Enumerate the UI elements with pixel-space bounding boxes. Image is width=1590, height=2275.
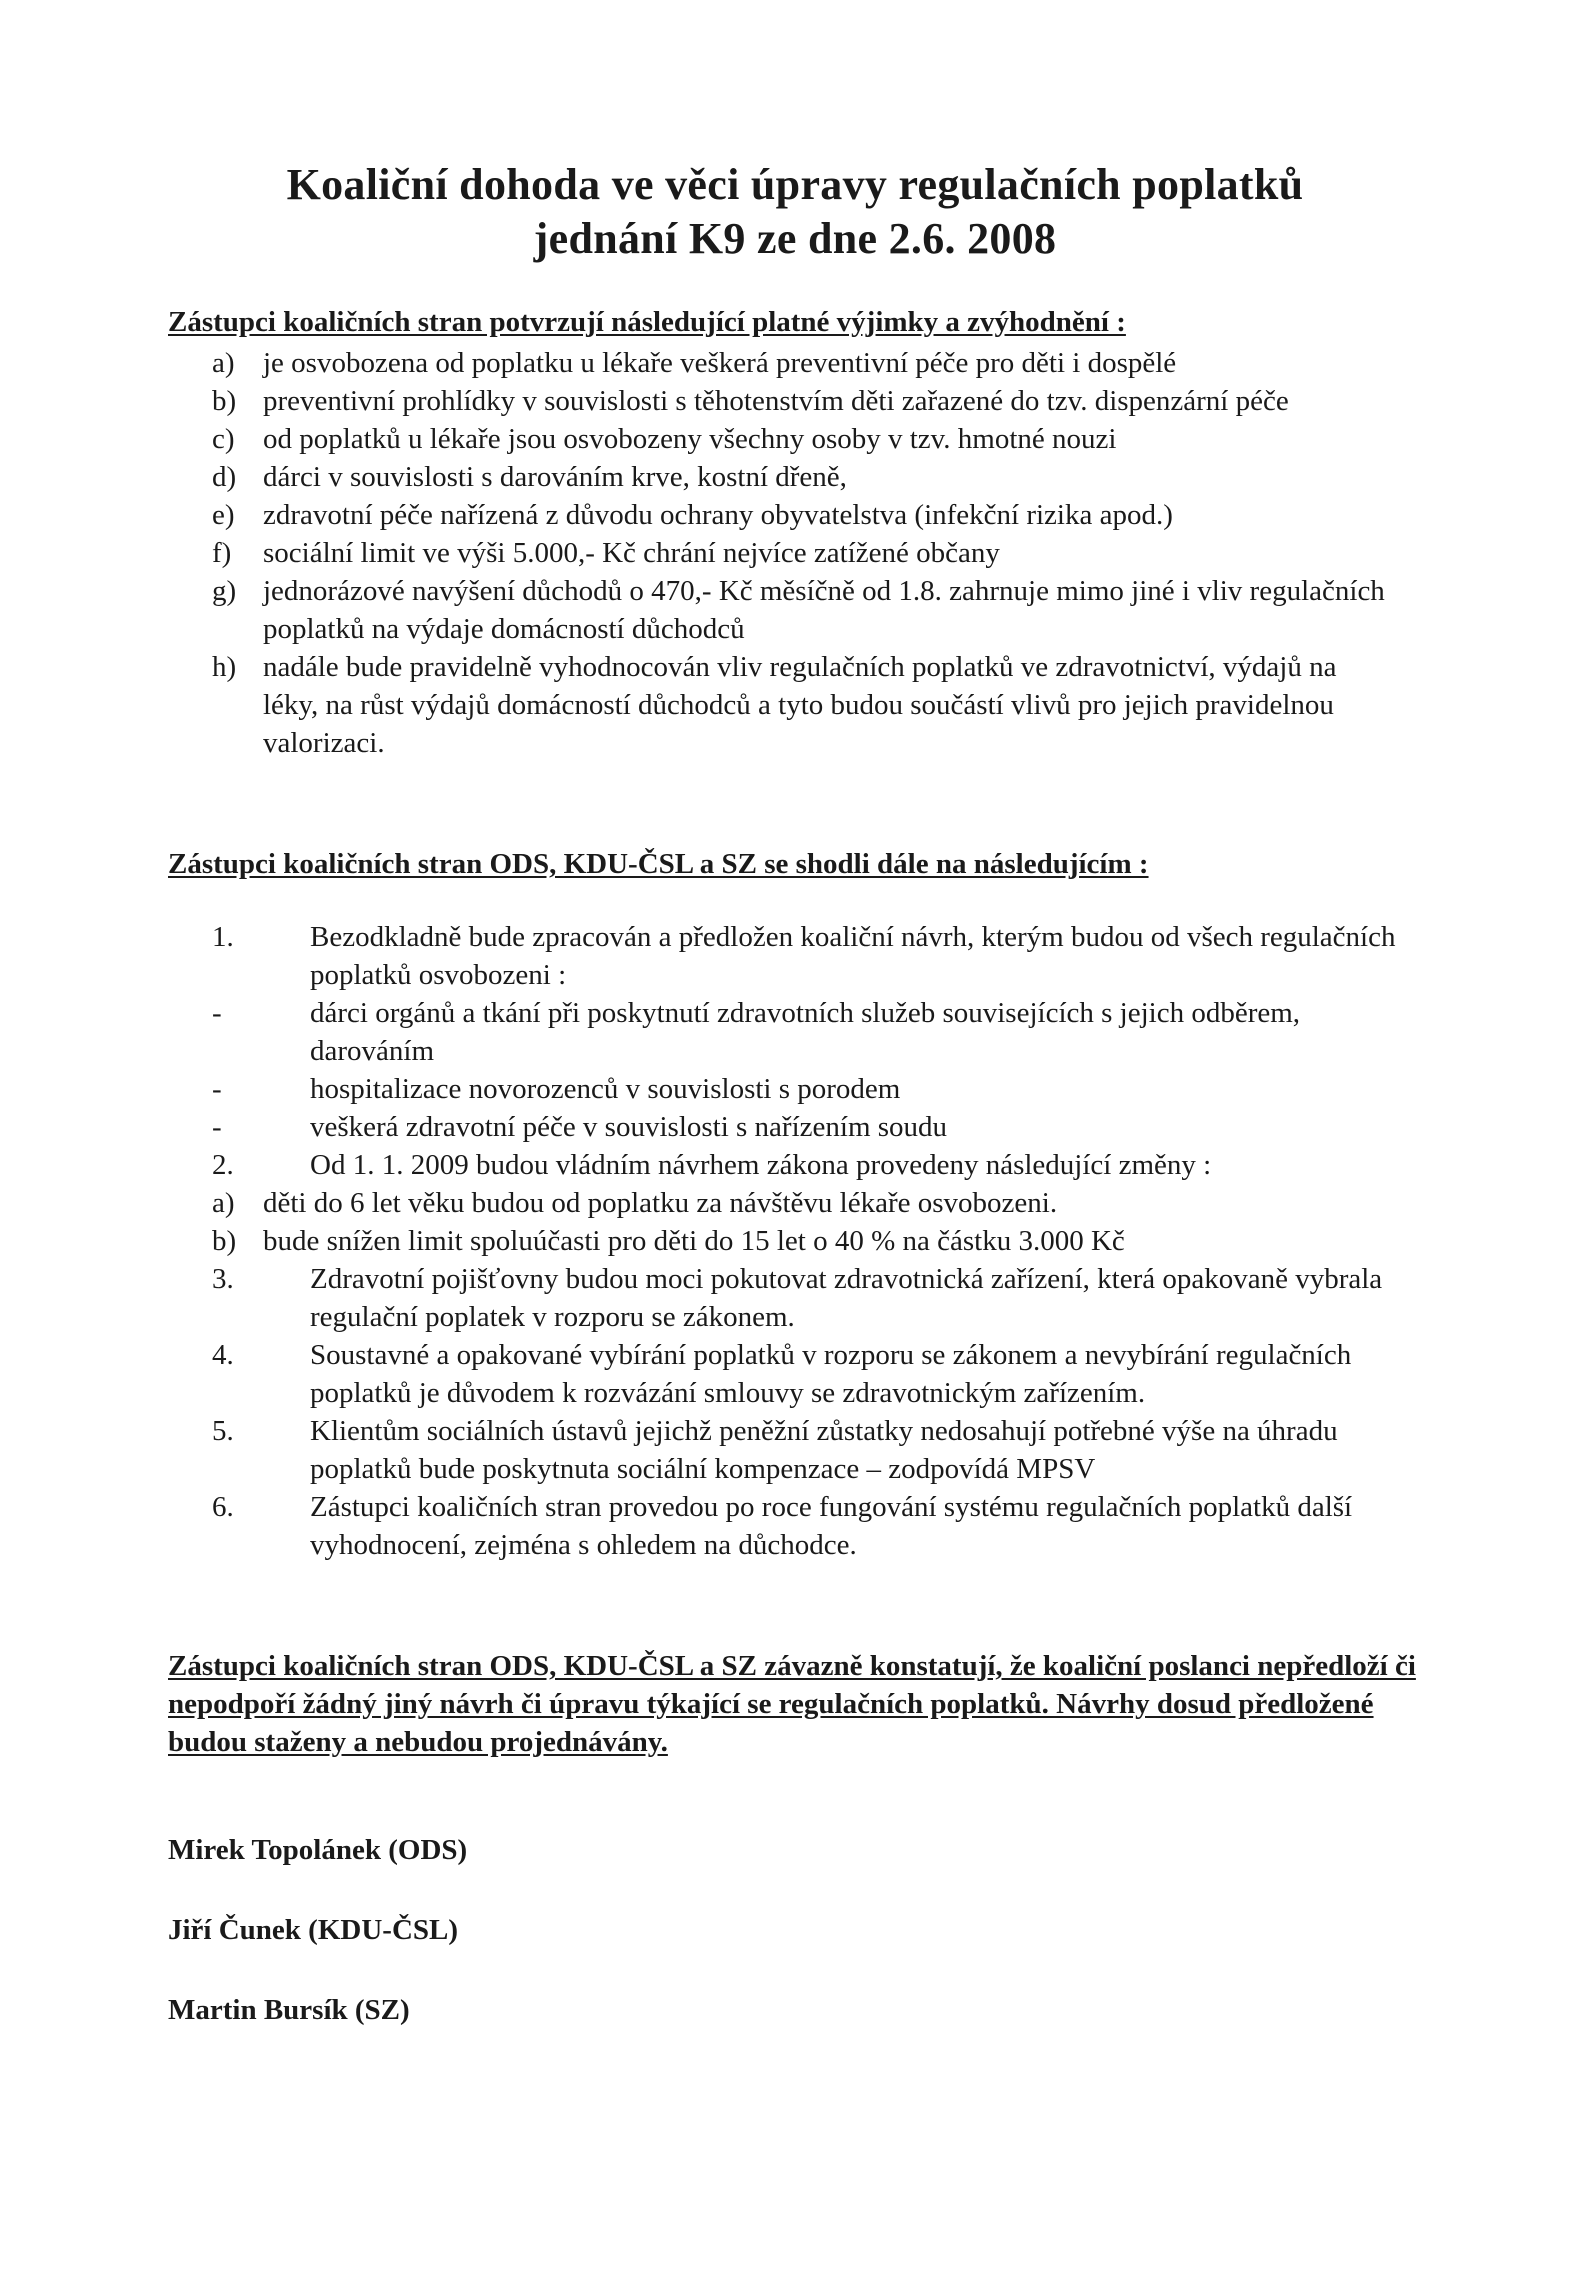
list-item-text: od poplatků u lékaře jsou osvobozeny všechny osoby v tzv. hmotné nouzi (263, 423, 1117, 455)
list-item (168, 1222, 1428, 1260)
list-item (168, 1184, 1428, 1222)
list-item (168, 1146, 1428, 1184)
list-item-text: Zdravotní pojišťovny budou moci pokutovat zdravotnická zařízení, která opakovaně vybrala regulační poplatek v rozporu se zákonem. (310, 1263, 1383, 1333)
list-item (168, 918, 1428, 994)
list-item-text: děti do 6 let věku budou od poplatku za návštěvu lékaře osvobozeni. (263, 1187, 1058, 1219)
list-marker: 5. (212, 1415, 234, 1447)
list-marker: e) (212, 499, 235, 531)
list-marker: - (212, 1111, 222, 1143)
list-item-text: sociální limit ve výši 5.000,- Kč chrání nejvíce zatížené občany (263, 537, 1000, 569)
list-marker: a) (212, 347, 235, 379)
list-marker: 1. (212, 921, 234, 953)
list-item (168, 1412, 1428, 1488)
list-item-text: je osvobozena od poplatku u lékaře veškerá preventivní péče pro děti i dospělé (263, 347, 1177, 379)
document-title (0, 158, 1590, 266)
list-item (168, 344, 1398, 382)
list-item-text: Klientům sociálních ústavů jejichž peněžní zůstatky nedosahují potřebné výše na úhradu poplatků bude poskytnuta sociální kompenzace – zodpovídá MPSV (310, 1415, 1338, 1485)
list-item (168, 648, 1398, 762)
signatory-name: Jiří Čunek (KDU-ČSL) (168, 1914, 459, 1946)
list-marker: 6. (212, 1491, 234, 1523)
list-item-text: Soustavné a opakované vybírání poplatků v rozporu se zákonem a nevybírání regulačních poplatků je důvodem k rozvázání smlouvy se zdravotnickým zařízením. (310, 1339, 1352, 1409)
list-marker: c) (212, 423, 235, 455)
list-item (168, 1070, 1428, 1108)
list-marker: d) (212, 461, 237, 493)
list-item (168, 496, 1398, 534)
list-item (168, 1260, 1428, 1336)
list-marker: h) (212, 651, 237, 683)
binding-statement: Zástupci koaličních stran ODS, KDU-ČSL a SZ závazně konstatují, že koaliční poslanci nepředloží či nepodpoří žádný jiný návrh či úpravu týkající se regulačních poplatků. Návrhy dosud předložené budou staženy a nebudou projednávány. (168, 1650, 1416, 1758)
list-item (168, 458, 1398, 496)
list-item (168, 1336, 1428, 1412)
list-item (168, 1488, 1428, 1564)
list-item (168, 382, 1398, 420)
list-item-text: nadále bude pravidelně vyhodnocován vliv regulačních poplatků ve zdravotnictví, výdajů na léky, na růst výdajů domácností důchodců a tyto budou součástí vlivů pro jejich pravidelnou valorizaci. (263, 651, 1337, 759)
list-item-text: zdravotní péče nařízená z důvodu ochrany obyvatelstva (infekční rizika apod.) (263, 499, 1173, 531)
list-item (168, 534, 1398, 572)
list-item (168, 1108, 1428, 1146)
list-item-text: Bezodkladně bude zpracován a předložen koaliční návrh, kterým budou od všech regulačních poplatků osvobozeni : (310, 921, 1396, 991)
list-item (168, 994, 1428, 1070)
list-marker: f) (212, 537, 232, 569)
list-item (168, 572, 1398, 648)
list-marker: b) (212, 385, 237, 417)
list-marker: 2. (212, 1149, 234, 1181)
title-line-1: Koaliční dohoda ve věci úpravy regulačních poplatků (286, 160, 1304, 209)
list-marker: - (212, 997, 222, 1029)
title-line-2: jednání K9 ze dne 2.6. 2008 (533, 214, 1057, 263)
section-1-heading: Zástupci koaličních stran potvrzují následující platné výjimky a zvýhodnění : (168, 306, 1126, 338)
list-item-text: dárci v souvislosti s darováním krve, kostní dřeně, (263, 461, 847, 493)
list-marker: 3. (212, 1263, 234, 1295)
section-2-list (168, 918, 1428, 1564)
list-item-text: Od 1. 1. 2009 budou vládním návrhem zákona provedeny následující změny : (310, 1149, 1212, 1181)
list-item-text: jednorázové navýšení důchodů o 470,- Kč měsíčně od 1.8. zahrnuje mimo jiné i vliv regulačních poplatků na výdaje domácností důchodců (263, 575, 1385, 645)
list-item-text: hospitalizace novorozenců v souvislosti s porodem (310, 1073, 901, 1105)
list-item-text: Zástupci koaličních stran provedou po roce fungování systému regulačních poplatků další vyhodnocení, zejména s ohledem na důchodce. (310, 1491, 1353, 1561)
list-item (168, 420, 1398, 458)
signatory-name: Mirek Topolánek (ODS) (168, 1834, 468, 1866)
list-item-text: dárci orgánů a tkání při poskytnutí zdravotních služeb souvisejících s jejich odběrem, darováním (310, 997, 1301, 1067)
list-marker: a) (212, 1187, 235, 1219)
section-1-list (168, 344, 1398, 762)
list-marker: b) (212, 1225, 237, 1257)
signatures-block (168, 1832, 467, 2072)
signatory-name: Martin Bursík (SZ) (168, 1994, 410, 2026)
list-marker: 4. (212, 1339, 234, 1371)
list-marker: g) (212, 575, 237, 607)
list-marker: - (212, 1073, 222, 1105)
list-item-text: veškerá zdravotní péče v souvislosti s nařízením soudu (310, 1111, 948, 1143)
section-2-heading: Zástupci koaličních stran ODS, KDU-ČSL a SZ se shodli dále na následujícím : (168, 848, 1149, 880)
list-item-text: bude snížen limit spoluúčasti pro děti do 15 let o 40 % na částku 3.000 Kč (263, 1225, 1125, 1257)
list-item-text: preventivní prohlídky v souvislosti s těhotenstvím děti zařazené do tzv. dispenzární péče (263, 385, 1289, 417)
